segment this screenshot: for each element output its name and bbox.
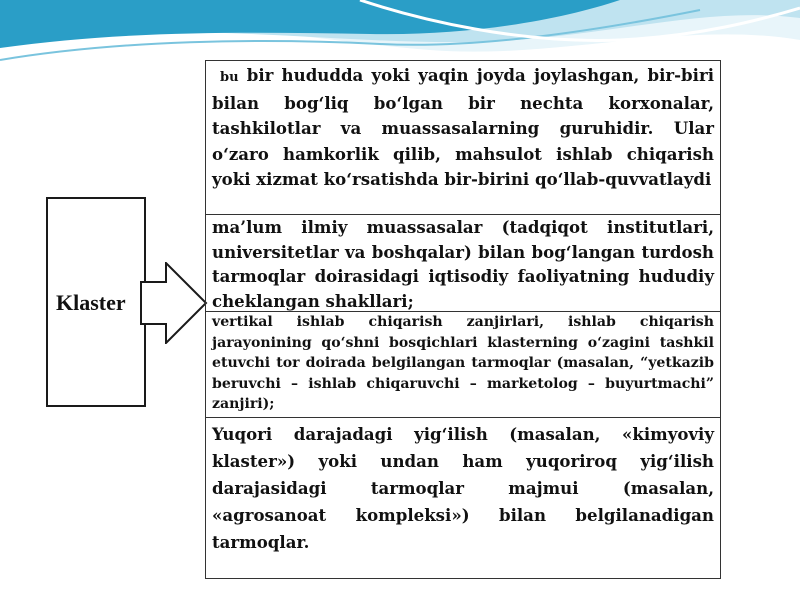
definition-text-4: Yuqori darajadagi yig‘ilish (masalan, «kimyoviy klaster») yoki undan ham yuqoriroq yig‘ilish darajasidagi tarmoqlar majmui (masalan, «agrosanoat kompleksi») bilan belgilanadigan tarmoqlar. bbox=[212, 424, 714, 552]
definition-text-1: bir hududda yoki yaqin joyda joylashgan, bir-biri bilan bog‘liq bo‘lgan bir nechta korxonalar, tashkilotlar va muassasalarning guruhidir. Ular o‘zaro hamkorlik qilib, mahsulot ishlab chiqarish yoki xizmat ko‘rsatishda bir-birini qo‘llab-quvvatlaydi bbox=[212, 65, 715, 189]
definitions-table bbox=[205, 60, 721, 579]
definition-prefix: bu bbox=[220, 70, 239, 85]
definition-text-3: vertikal ishlab chiqarish zanjirlari, ishlab chiqarish jarayonining qo‘shni bosqichlari klasterning o‘zagini tashkil etuvchi tor doirada belgilangan tarmoqlar (masalan, “yetkazib beruvchi – ishlab chiqaruvchi – marketolog – buyurtmachi” zanjiri); bbox=[212, 314, 714, 413]
definition-cell-4 bbox=[206, 417, 720, 578]
definition-cell-3 bbox=[206, 311, 720, 417]
right-arrow-icon bbox=[140, 262, 208, 344]
definition-cell-1 bbox=[206, 61, 720, 214]
klaster-label: Klaster bbox=[56, 290, 126, 315]
definition-text-2: ma’lum ilmiy muassasalar (tadqiqot institutlari, universitetlar va boshqalar) bilan bog‘langan turdosh tarmoqlar doirasidagi iqtisodiy faoliyatning hududiy cheklangan shakllari; bbox=[212, 217, 714, 311]
definition-cell-2 bbox=[206, 214, 720, 311]
